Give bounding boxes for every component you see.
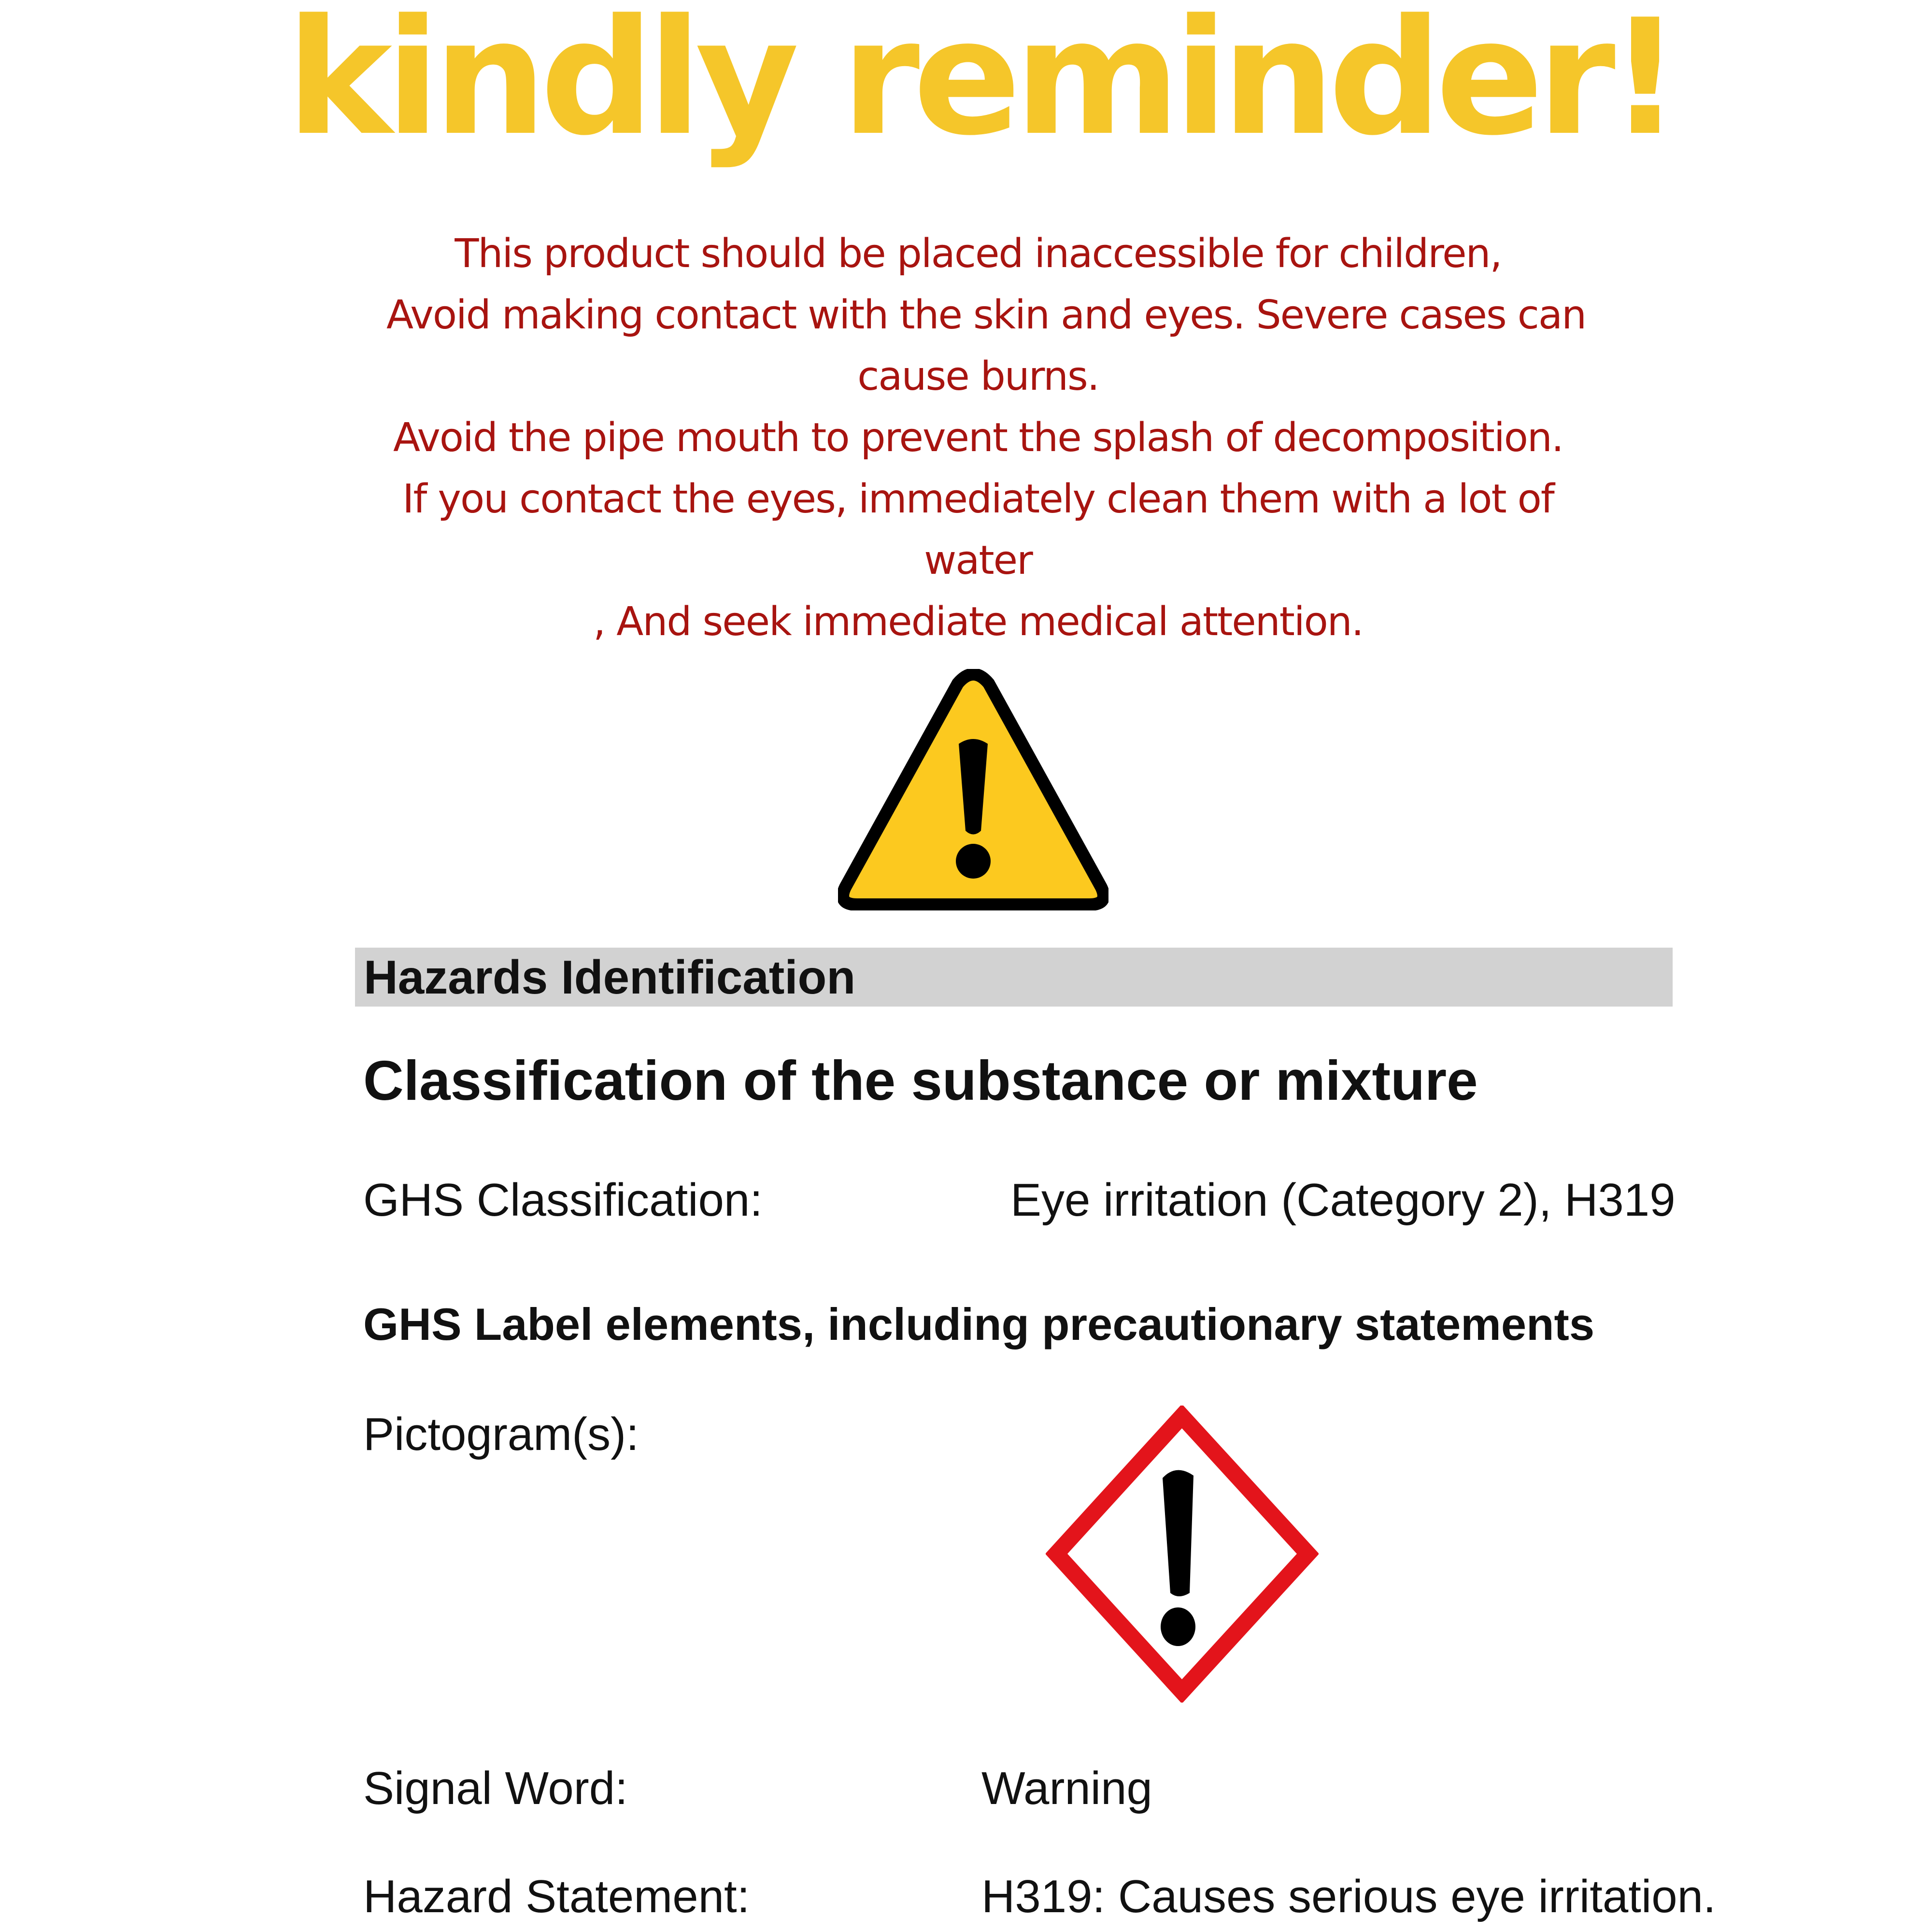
reminder-line: Avoid the pipe mouth to prevent the splash of decomposition. <box>393 415 1563 461</box>
reminder-line: This product should be placed inaccessible for children, <box>455 231 1502 277</box>
reminder-line: water <box>924 538 1032 583</box>
pictogram-label: Pictogram(s): <box>363 1408 639 1460</box>
reminder-line: cause burns. <box>857 354 1099 399</box>
section-title: Hazards Identification <box>364 951 856 1004</box>
ghs-exclamation-mark-icon <box>1046 1406 1319 1703</box>
signal-word-value: Warning <box>981 1762 1152 1814</box>
hazard-statement-label: Hazard Statement: <box>363 1871 750 1922</box>
hazard-statement-value: H319: Causes serious eye irritation. <box>981 1871 1716 1922</box>
reminder-title: kindly reminder! <box>286 0 1675 170</box>
ghs-classification-value: Eye irritation (Category 2), H319 <box>1010 1174 1676 1226</box>
reminder-line: Avoid making contact with the skin and eyes. Severe cases can <box>386 292 1586 338</box>
hazards-section-bar <box>355 948 1673 1007</box>
reminder-text <box>386 223 1586 653</box>
reminder-line: If you contact the eyes, immediately clean them with a lot of <box>402 476 1554 522</box>
warning-triangle-icon <box>838 669 1108 910</box>
signal-word-label: Signal Word: <box>363 1762 628 1814</box>
ghs-classification-label: GHS Classification: <box>363 1174 763 1226</box>
label-elements-heading: GHS Label elements, including precautionary statements <box>363 1299 1595 1350</box>
reminder-line: , And seek immediate medical attention. <box>593 599 1363 645</box>
classification-heading: Classification of the substance or mixture <box>363 1049 1478 1112</box>
